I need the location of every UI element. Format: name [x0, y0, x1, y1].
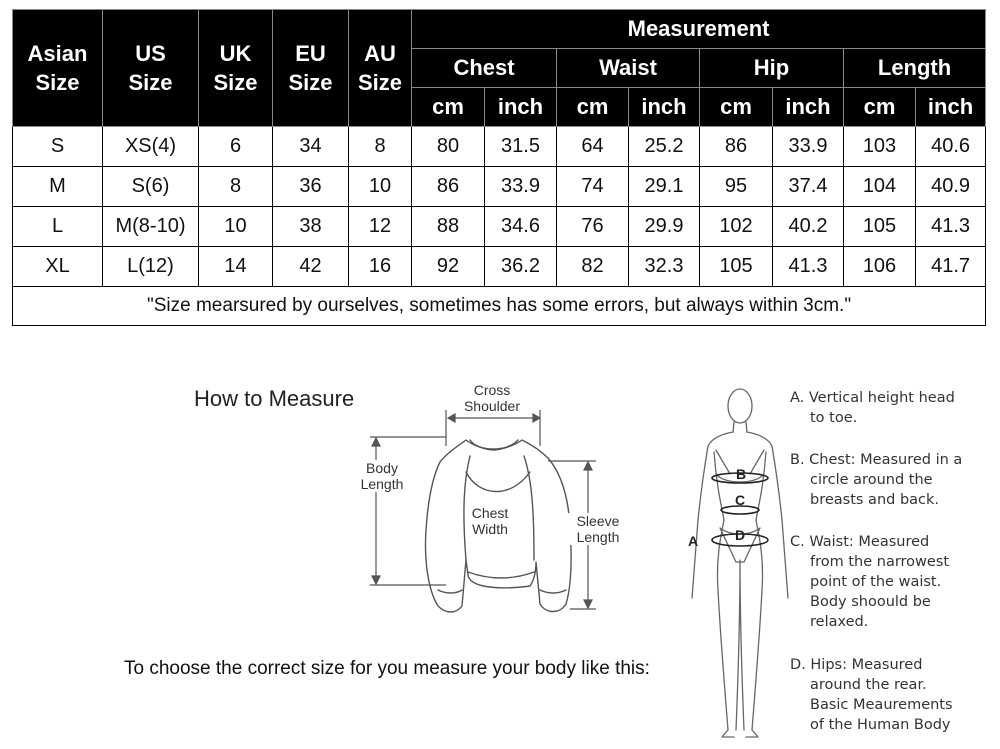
header-unit: cm [557, 88, 629, 127]
header-measurement: Measurement [412, 10, 986, 49]
header-unit: cm [844, 88, 916, 127]
table-cell: S(6) [103, 167, 199, 207]
table-cell: 41.7 [916, 247, 986, 287]
table-cell: 29.1 [629, 167, 700, 207]
table-cell: 34.6 [485, 207, 557, 247]
header-eu-size: EU Size [273, 10, 349, 127]
instruction-text: To choose the correct size for you measure your body like this: [124, 658, 650, 679]
size-note: "Size mearsured by ourselves, sometimes has some errors, but always within 3cm." [13, 287, 986, 326]
table-cell: 42 [273, 247, 349, 287]
table-cell: 31.5 [485, 127, 557, 167]
header-length: Length [844, 49, 986, 88]
table-cell: 37.4 [773, 167, 844, 207]
table-cell: L [13, 207, 103, 247]
sleeve-length-label: Sleeve Length [566, 513, 630, 545]
header-waist: Waist [557, 49, 700, 88]
table-cell: 105 [844, 207, 916, 247]
header-au-size: AU Size [349, 10, 412, 127]
table-cell: 105 [700, 247, 773, 287]
table-cell: L(12) [103, 247, 199, 287]
letter-c: C [735, 492, 746, 508]
table-cell: XS(4) [103, 127, 199, 167]
table-cell: 16 [349, 247, 412, 287]
table-cell: 64 [557, 127, 629, 167]
table-cell: 8 [199, 167, 273, 207]
table-cell: 10 [199, 207, 273, 247]
table-cell: 41.3 [916, 207, 986, 247]
table-cell: 74 [557, 167, 629, 207]
table-cell: 95 [700, 167, 773, 207]
body-length-label: Body Length [354, 460, 410, 492]
table-cell: 40.6 [916, 127, 986, 167]
header-chest: Chest [412, 49, 557, 88]
header-unit: inch [629, 88, 700, 127]
description-c: C. Waist: Measured from the narrowest point of the waist. Body shoould be relaxed. [790, 534, 950, 630]
table-cell: XL [13, 247, 103, 287]
table-cell: 8 [349, 127, 412, 167]
letter-d: D [735, 527, 746, 543]
table-cell: 102 [700, 207, 773, 247]
header-unit: cm [700, 88, 773, 127]
table-cell: S [13, 127, 103, 167]
table-cell: 36 [273, 167, 349, 207]
table-cell: M [13, 167, 103, 207]
cross-shoulder-label: Cross Shoulder [463, 382, 521, 414]
letter-b: B [736, 466, 747, 482]
table-cell: 80 [412, 127, 485, 167]
table-cell: 32.3 [629, 247, 700, 287]
chest-width-label: Chest Width [471, 505, 509, 537]
table-cell: 86 [412, 167, 485, 207]
table-cell: 25.2 [629, 127, 700, 167]
table-cell: 40.9 [916, 167, 986, 207]
table-cell: 29.9 [629, 207, 700, 247]
header-unit: inch [485, 88, 557, 127]
table-cell: 40.2 [773, 207, 844, 247]
how-to-measure-title: How to Measure [194, 386, 355, 411]
table-cell: 104 [844, 167, 916, 207]
table-cell: 12 [349, 207, 412, 247]
table-cell: 106 [844, 247, 916, 287]
table-cell: 33.9 [773, 127, 844, 167]
header-unit: inch [916, 88, 986, 127]
table-cell: 103 [844, 127, 916, 167]
table-cell: 14 [199, 247, 273, 287]
header-asian-size: Asian Size [13, 10, 103, 127]
header-us-size: US Size [103, 10, 199, 127]
description-a: A. Vertical height head to toe. [790, 390, 955, 426]
table-cell: 88 [412, 207, 485, 247]
table-cell: 76 [557, 207, 629, 247]
table-cell: 34 [273, 127, 349, 167]
description-b: B. Chest: Measured in a circle around the breasts and back. [790, 452, 963, 508]
letter-a: A [688, 533, 699, 549]
table-cell: 6 [199, 127, 273, 167]
table-cell: 38 [273, 207, 349, 247]
header-unit: inch [773, 88, 844, 127]
header-uk-size: UK Size [199, 10, 273, 127]
table-cell: M(8-10) [103, 207, 199, 247]
table-cell: 92 [412, 247, 485, 287]
table-cell: 10 [349, 167, 412, 207]
table-cell: 41.3 [773, 247, 844, 287]
table-cell: 36.2 [485, 247, 557, 287]
description-d: D. Hips: Measured around the rear. Basic Meaurements of the Human Body [790, 657, 953, 733]
header-unit: cm [412, 88, 485, 127]
table-cell: 86 [700, 127, 773, 167]
figure-head [728, 389, 752, 423]
table-cell: 33.9 [485, 167, 557, 207]
table-cell: 82 [557, 247, 629, 287]
header-hip: Hip [700, 49, 844, 88]
